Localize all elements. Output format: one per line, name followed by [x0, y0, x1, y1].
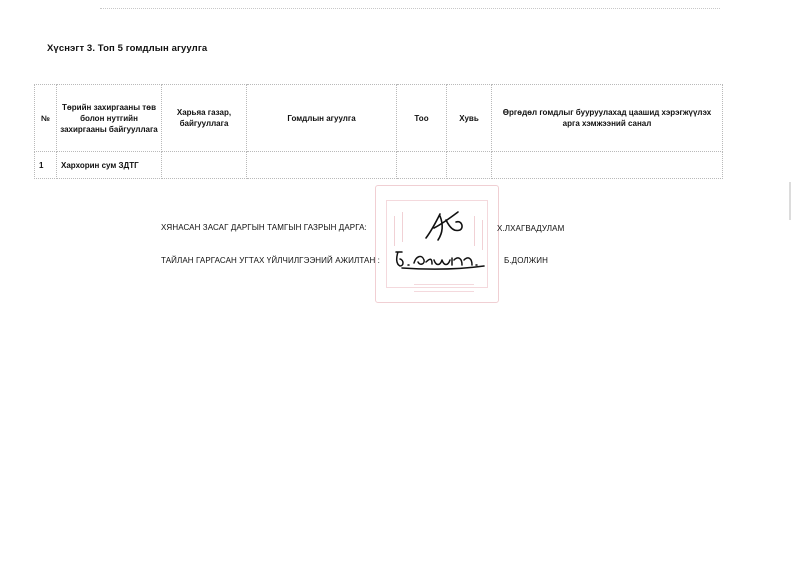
seal-script-mark	[402, 212, 411, 242]
column-header-percent: Хувь	[447, 85, 492, 152]
official-seal-stamp	[375, 185, 499, 303]
table-header-row	[35, 85, 723, 152]
cell-number: 1	[35, 152, 57, 179]
cell-organization: Хархорин сум ЗДТГ	[57, 152, 162, 179]
table-row	[35, 152, 723, 179]
complaints-table	[34, 84, 723, 179]
cell-subordinate	[162, 152, 247, 179]
column-header-number: №	[35, 85, 57, 152]
cell-complaint-content	[247, 152, 397, 179]
scan-edge-mark	[789, 182, 791, 220]
reviewer-title: ХЯНАСАН ЗАСАГ ДАРГЫН ТАМГЫН ГАЗРЫН ДАРГА:	[161, 223, 367, 232]
top-dotted-rule	[100, 8, 720, 10]
column-header-proposal: Өргөдөл гомдлыг бууруулахад цаашид хэрэгжүүлэх арга хэмжээний санал	[492, 85, 723, 152]
preparer-name: Б.ДОЛЖИН	[504, 256, 548, 265]
cell-proposal	[492, 152, 723, 179]
cell-percent	[447, 152, 492, 179]
column-header-count: Тоо	[397, 85, 447, 152]
seal-script-mark	[482, 220, 491, 250]
preparer-title: ТАЙЛАН ГАРГАСАН УГТАХ ҮЙЛЧИЛГЭЭНИЙ АЖИЛТАН :	[161, 256, 381, 265]
cell-count	[397, 152, 447, 179]
reviewer-name: Х.ЛХАГВАДУЛАМ	[497, 224, 565, 233]
seal-text-band	[414, 284, 474, 292]
preparer-signature	[392, 248, 490, 270]
column-header-organization: Төрийн захиргааны төв болон нутгийн захиргааны байгууллага	[57, 85, 162, 152]
column-header-subordinate: Харьяа газар, байгууллага	[162, 85, 247, 152]
reviewer-signature	[420, 208, 466, 244]
column-header-complaint-content: Гомдлын агуулга	[247, 85, 397, 152]
table-heading: Хүснэгт 3. Топ 5 гомдлын агуулга	[47, 43, 208, 54]
